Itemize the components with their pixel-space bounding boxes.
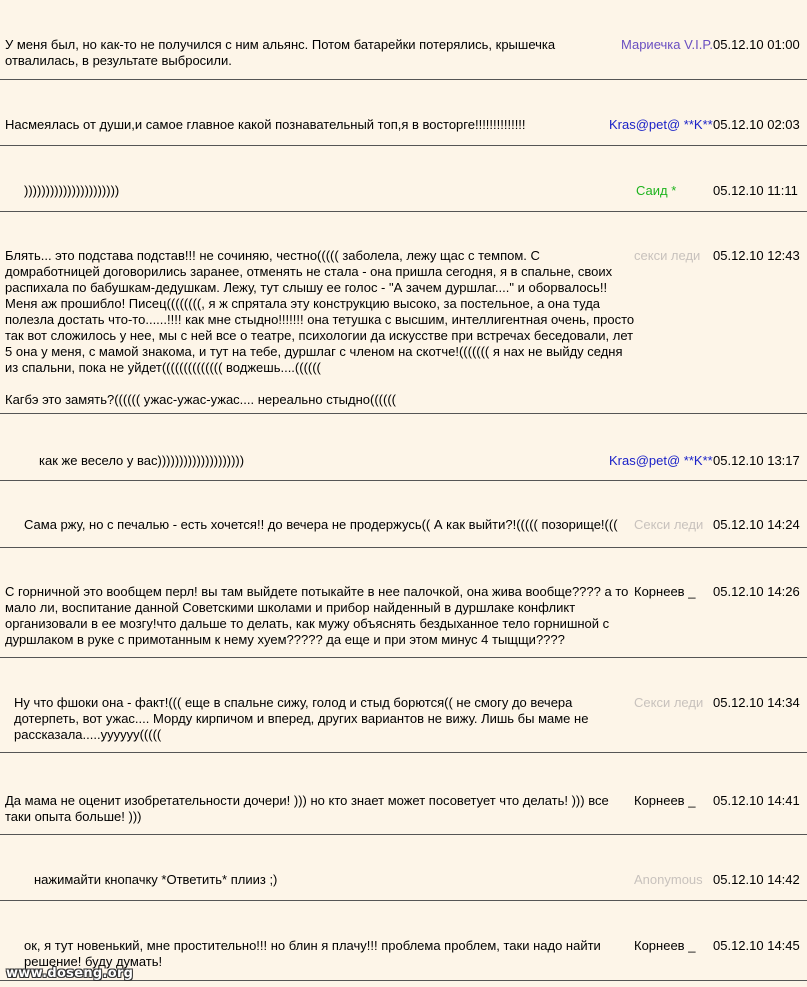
comment-date: 05.12.10 14:45 [713,938,800,953]
comment-date: 05.12.10 01:00 [713,37,800,52]
comment-text: )))))))))))))))))))))) [24,183,120,198]
comment-date: 05.12.10 14:24 [713,517,800,532]
comment-date: 05.12.10 14:34 [713,695,800,710]
comment-text: нажимайти кнопачку *Ответить* плииз ;) [34,872,278,887]
comment-author[interactable]: Корнеев _ [634,938,696,953]
comment-author[interactable]: Мариечка V.I.P. [621,37,714,52]
comment-author[interactable]: Секси леди [634,517,704,532]
comment-text: У меня был, но как-то не получился с ним альянс. Потом батарейки потерялись, крышечка отвалилась, в результате выбросили. [5,37,556,68]
comment-date: 05.12.10 11:11 [713,183,798,198]
comment-date: 05.12.10 12:43 [713,248,800,263]
comment-author[interactable]: Саид * [636,183,677,198]
comment-text: Сама ржу, но с печалью - есть хочется!! до вечера не продержусь(( А как выйти?!((((( позорище!((( [24,517,618,532]
site-watermark: www.doseng.org [6,966,134,981]
comment-date: 05.12.10 02:03 [713,117,800,132]
comment-author[interactable]: секси леди [634,248,701,263]
comment-text: ок, я тут новенький, мне простительно!!! но блин я плачу!!! проблема проблем, таки надо найти решение! буду думать! [24,938,601,969]
comment-row [0,548,807,658]
comment-text: Блять... это подстава подстав!!! не сочиняю, честно((((( заболела, лежу щас с темпом. С домработницей договорились заранее, отменять не стала - она пришла сегодня, я в спальне, своих распихала по бабушкам-дедушкам. Лежу, тут слышу ее голос - "А зачем дуршлаг...." и оборвалось!! Меня аж прошибло! Писец((((((((, я ж спрятала эту конструкцию высоко, за постельное, а она туда полезла достать что-то......!!!! как мне стыдно!!!!!!! она тетушка с высшим, интеллигентная очень, просто так вот сложилось у нее, мы с ней все о театре, психологии да искусстве при встречах беседовали, лет 5 она у меня, с мамой знакома, и тут на тебе, дуршлаг с членом на скотче!((((((( я нах не выйду седня из спальни, пока не уйдет(((((((((((((( воджешь....(((((( Кагбэ это замять?(((((( ужас-ужас-ужас.... нереально стыдно(((((( [5,248,635,407]
comment-row [0,835,807,901]
comment-row [0,658,807,753]
comment-author[interactable]: Kras@pet@ **K** [609,453,713,468]
comment-author[interactable]: Kras@pet@ **K** [609,117,713,132]
comment-author[interactable]: Секси леди [634,695,704,710]
comment-author[interactable]: Корнеев _ [634,584,696,599]
comment-author[interactable]: Корнеев _ [634,793,696,808]
comment-text: Да мама не оценит изобретательности дочери! ))) но кто знает может посоветует что делать! ))) все таки опыта больше! ))) [5,793,609,824]
comment-date: 05.12.10 13:17 [713,453,800,468]
comment-date: 05.12.10 14:26 [713,584,800,599]
comment-row [0,212,807,414]
comment-row [0,146,807,212]
comment-text: Ну что фшоки она - факт!((( еще в спальне сижу, голод и стыд борются(( не смогу до вечера дотерпеть, вот ужас.... Морду кирпичом и вперед, других вариантов не вижу. Лишь бы маме не рассказала.....уууууу((((( [14,695,589,742]
comment-text: как же весело у вас)))))))))))))))))))) [39,453,245,468]
comment-row [0,414,807,481]
comment-author[interactable]: Anonymous [634,872,703,887]
comment-date: 05.12.10 14:42 [713,872,800,887]
comment-row [0,0,807,80]
comment-row [0,753,807,835]
comment-row [0,481,807,548]
comment-date: 05.12.10 14:41 [713,793,800,808]
comment-row [0,80,807,146]
comment-text: С горничной это вообщем перл! вы там выйдете потыкайте в нее палочкой, она жива вообще???? а то мало ли, воспитание данной Советскими школами и прибор найденный в дуршлаке конфликт организовали в ее мозгу!что дальше то делать, как мужу объяснять бездыханное тело горнишной с дуршлаком в руке с примотанным к нему хуем????? да еще и при этом минус 4 тыщщи???? [5,584,629,647]
comment-text: Насмеялась от души,и самое главное какой познавательный топ,я в восторге!!!!!!!!!!!!!! [5,117,526,132]
